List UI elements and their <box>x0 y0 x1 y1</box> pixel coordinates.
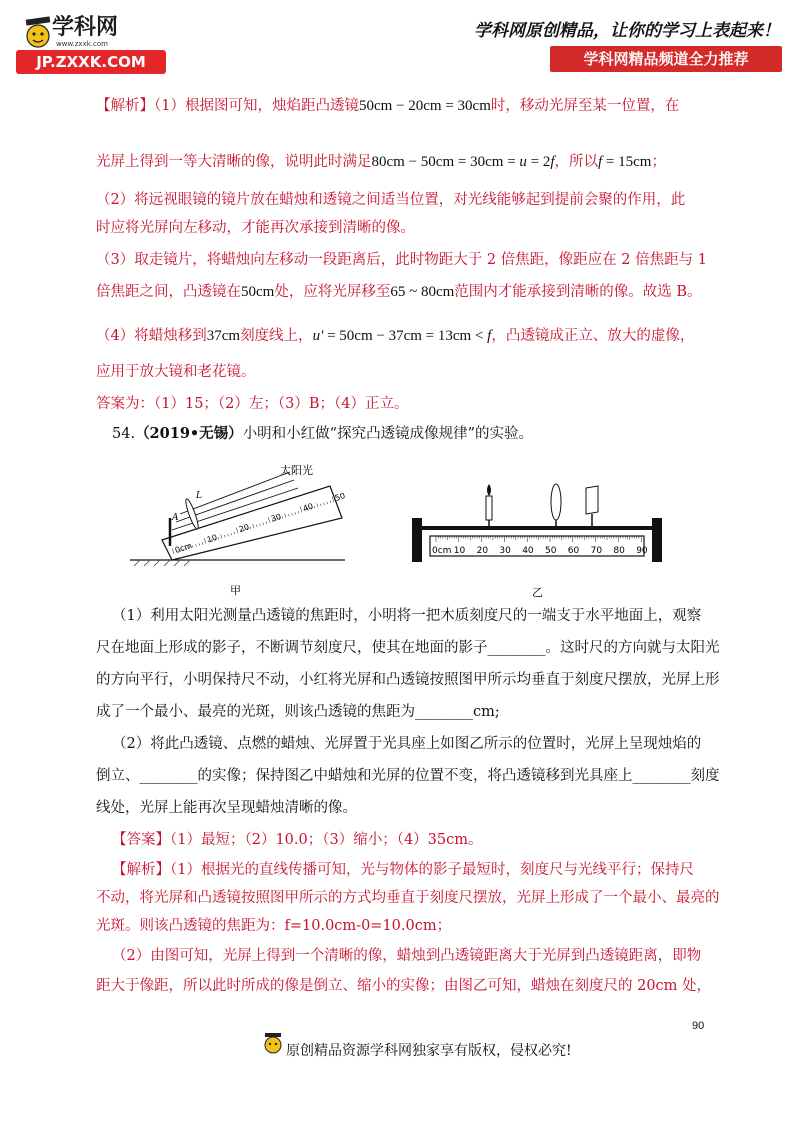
math: f <box>487 328 492 344</box>
ruler-tick-label: 50 <box>545 546 557 556</box>
math: 50cm − 20cm = 30cm <box>358 98 491 114</box>
text: 刻度线上， <box>240 328 313 344</box>
question-line-5: （2）将此凸透镜、点燃的蜡烛、光屏置于光具座上如图乙所示的位置时，光屏上呈现烛焰的 <box>112 736 702 752</box>
text: 时，移动光屏至某一位置，在 <box>490 98 680 114</box>
question-line-7: 线处，光屏上能再次呈现蜡烛清晰的像。 <box>96 800 357 816</box>
bench-leg-right <box>652 518 662 562</box>
math: u <box>519 154 527 170</box>
question-number: 54. <box>112 426 136 442</box>
analysis-line-6 <box>96 282 702 302</box>
sunlight-label: 太阳光 <box>280 464 313 477</box>
question-stem: 小明和小红做“探究凸透镜成像规律”的实验。 <box>242 426 534 442</box>
analysis-line-5: （3）取走镜片，将蜡烛向左移动一段距离后，此时物距大于 2 倍焦距，像距应在 2 倍焦距与 1 <box>96 252 707 268</box>
figure-caption-jia: 甲 <box>230 584 241 597</box>
label-L: L <box>196 491 202 501</box>
site-url-small: www.zxxk.com <box>56 40 108 48</box>
ruler-tick-label: 10 <box>453 546 466 556</box>
analysis-line-3: （2）将远视眼镜的镜片放在蜡烛和透镜之间适当位置，对光线能够起到提前会聚的作用，此 <box>96 192 686 208</box>
ruler-tick-label: 0cm <box>173 541 194 555</box>
copyright-notice: 原创精品资源学科网独家享有版权，侵权必究! <box>286 1043 572 1059</box>
figure-caption-yi: 乙 <box>532 586 543 599</box>
math: 65 ~ 80cm <box>390 284 455 300</box>
analysis-line-2 <box>96 152 666 172</box>
figure-yi <box>408 478 668 600</box>
analysis-line-7 <box>96 326 694 346</box>
math: = 50cm − 37cm = 13cm < <box>323 328 488 344</box>
text: ，所以 <box>554 154 598 170</box>
mascot-icon <box>262 1030 284 1056</box>
question-54-title <box>112 424 533 444</box>
text: ，凸透镜成正立、放大的虚像， <box>491 328 695 344</box>
label-A: A <box>172 513 179 523</box>
text: 处，应将光屏移至 <box>274 284 391 300</box>
convex-lens-yi <box>551 484 561 530</box>
ruler-tick-label: 20 <box>237 522 251 535</box>
ruler-tick-label: 30 <box>499 546 511 556</box>
math: 37cm <box>206 328 241 344</box>
slogan: 学科网原创精品，让你的学习上表起来！ <box>474 21 780 41</box>
text: 【解析】（1）根据图可知，烛焰距凸透镜 <box>96 98 359 114</box>
math: = 2 <box>526 154 551 170</box>
question-line-3: 的方向平行，小明保持尺不动，小红将光屏和凸透镜按照图甲所示均垂直于刻度尺摆放，光屏上形 <box>96 672 720 688</box>
analysis-54-line-3: 光斑。则该凸透镜的焦距为：f=10.0cm-0=10.0cm； <box>96 918 452 934</box>
figure-jia <box>130 458 350 600</box>
promo-banner: 学科网精品频道全力推荐 <box>550 46 782 72</box>
math: f <box>598 154 603 170</box>
question-line-1: （1）利用太阳光测量凸透镜的焦距时，小明将一把木质刻度尺的一端支于水平地面上，观察 <box>112 608 702 624</box>
ruler-tick-label: 10 <box>205 532 219 545</box>
analysis-54-line-4: （2）由图可知，光屏上得到一个清晰的像，蜡烛到凸透镜距离大于光屏到凸透镜距离，即物 <box>112 948 702 964</box>
ruler-tick-label: 30 <box>269 511 283 524</box>
ruler-tick-label: 20 <box>476 546 489 556</box>
analysis-line-4: 时应将光屏向左移动，才能再次承接到清晰的像。 <box>96 220 415 236</box>
analysis-54-line-1: 【解析】（1）根据光的直线传播可知，光与物体的影子最短时，刻度尺与光线平行；保持尺 <box>112 862 694 878</box>
ruler-tick-label: 0cm <box>432 546 452 556</box>
ruler-tick-label: 80 <box>613 546 625 556</box>
ruler-tick-label: 50 <box>333 491 347 503</box>
text: ； <box>651 154 666 170</box>
analysis-54-line-5: 距大于像距，所以此时所成的像是倒立、缩小的实像；由图乙可知，蜡烛在刻度尺的 20cm 处， <box>96 978 712 994</box>
ruler-tick-label: 60 <box>567 546 580 556</box>
bench-leg-left <box>412 518 422 562</box>
ruler-tick-label: 90 <box>636 546 648 556</box>
ruler-tick-label: 40 <box>301 501 315 514</box>
question-line-6: 倒立、________的实像；保持图乙中蜡烛和光屏的位置不变，将凸透镜移到光具座上________刻度 <box>96 768 720 784</box>
answer-54: 【答案】（1）最短；（2）10.0；（3）缩小；（4）35cm。 <box>112 832 483 848</box>
math: f <box>550 154 555 170</box>
site-name: 学科网 <box>52 15 119 40</box>
site-domain[interactable]: JP.ZXXK.COM <box>16 50 166 74</box>
ruler-tick-label: 40 <box>522 546 534 556</box>
math: = 15cm <box>602 154 652 170</box>
math: 50cm <box>241 284 275 300</box>
math: 80cm − 50cm = 30cm = <box>371 154 520 170</box>
analysis-54-line-2: 不动，将光屏和凸透镜按照图甲所示的方式均垂直于刻度尺摆放，光屏上形成了一个最小、最亮的 <box>96 890 720 906</box>
math: u′ <box>312 328 324 344</box>
text: 光屏上得到一等大清晰的像，说明此时满足 <box>96 154 372 170</box>
question-line-4: 成了一个最小、最亮的光斑，则该凸透镜的焦距为________cm; <box>96 704 500 720</box>
bench-rail <box>422 526 652 530</box>
question-line-2: 尺在地面上形成的影子，不断调节刻度尺，使其在地面的影子________。这时尺的方向就与太阳光 <box>96 640 720 656</box>
text: （4）将蜡烛移到 <box>96 328 207 344</box>
text: 倍焦距之间，凸透镜在 <box>96 284 241 300</box>
page-number: 90 <box>692 1020 705 1032</box>
candle <box>486 484 492 530</box>
analysis-line-8: 应用于放大镜和老花镜。 <box>96 364 256 380</box>
question-source: （2019•无锡） <box>135 425 243 442</box>
text: 范围内才能承接到清晰的像。故选 B。 <box>454 284 702 300</box>
answer-line: 答案为：（1）15；（2）左；（3）B；（4）正立。 <box>96 396 409 412</box>
light-screen <box>586 486 598 530</box>
ruler-tick-label: 70 <box>590 546 603 556</box>
analysis-line-1 <box>96 96 679 116</box>
